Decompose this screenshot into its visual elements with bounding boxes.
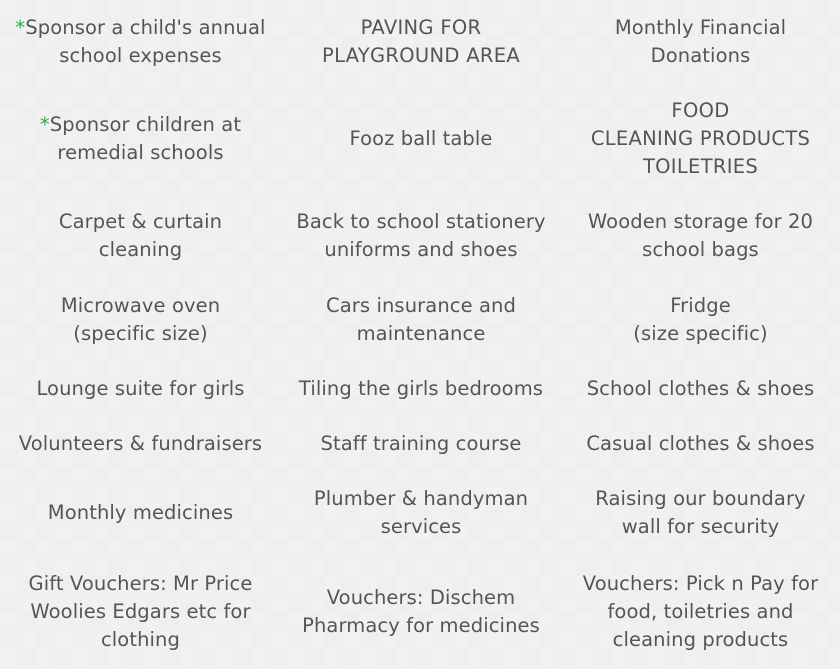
- table-cell: [281, 554, 561, 669]
- cell-text: Volunteers & fundraisers: [18, 432, 263, 455]
- cell-text: Fooz ball table: [349, 126, 493, 150]
- table-cell: [561, 83, 840, 194]
- table-cell: [561, 472, 840, 554]
- table-cell: [0, 361, 281, 416]
- cell-text: Fridge (size specific): [633, 293, 768, 345]
- cell-text: Cars insurance and maintenance: [326, 293, 516, 345]
- asterisk-mark: *: [15, 15, 26, 39]
- table-cell: [561, 278, 840, 361]
- cell-text: FOOD CLEANING PRODUCTS TOILETRIES: [590, 98, 811, 178]
- cell-text: Plumber & handyman services: [313, 487, 529, 538]
- table-cell: [561, 416, 840, 472]
- cell-text: Wooden storage for 20 school bags: [587, 210, 814, 261]
- table-cell: [561, 554, 840, 669]
- table-cell: [0, 554, 281, 669]
- cell-text: Back to school stationery uniforms and shoes: [296, 210, 546, 261]
- table-cell: [281, 194, 561, 278]
- asterisk-mark: *: [39, 112, 50, 136]
- cell-text: Monthly Financial Donations: [614, 15, 787, 67]
- cell-text: Raising our boundary wall for security: [595, 487, 806, 538]
- table-cell: [0, 278, 281, 361]
- table-cell: [561, 194, 840, 278]
- table-cell: [0, 83, 281, 194]
- cell-text: Tiling the girls bedrooms: [298, 376, 544, 400]
- cell-text: Casual clothes & shoes: [586, 432, 815, 455]
- cell-text: Vouchers: Pick n Pay for food, toiletries and cleaning products: [582, 571, 819, 651]
- table-cell: [0, 472, 281, 554]
- table-cell: [281, 278, 561, 361]
- table-cell: [281, 472, 561, 554]
- cell-text: Sponsor children at remedial schools: [49, 112, 242, 164]
- table-cell: [281, 83, 561, 194]
- table-cell: [0, 0, 281, 83]
- cell-text: PAVING FOR PLAYGROUND AREA: [322, 15, 520, 67]
- table-cell: [281, 0, 561, 83]
- table-cell: [0, 416, 281, 472]
- cell-text: Staff training course: [320, 432, 522, 455]
- cell-text: School clothes & shoes: [586, 376, 815, 400]
- cell-text: Monthly medicines: [47, 501, 234, 524]
- cell-text: Gift Vouchers: Mr Price Woolies Edgars etc for clothing: [28, 571, 253, 651]
- table-cell: [281, 416, 561, 472]
- table-cell: [0, 194, 281, 278]
- cell-text: Vouchers: Dischem Pharmacy for medicines: [302, 585, 540, 637]
- table-cell: [281, 361, 561, 416]
- table-cell: [561, 361, 840, 416]
- table-cell: [561, 0, 840, 83]
- cell-text: Carpet & curtain cleaning: [58, 210, 223, 261]
- cell-text: Lounge suite for girls: [36, 376, 245, 400]
- cell-text: Microwave oven (specific size): [60, 293, 221, 345]
- cell-text: Sponsor a child's annual school expenses: [25, 15, 266, 67]
